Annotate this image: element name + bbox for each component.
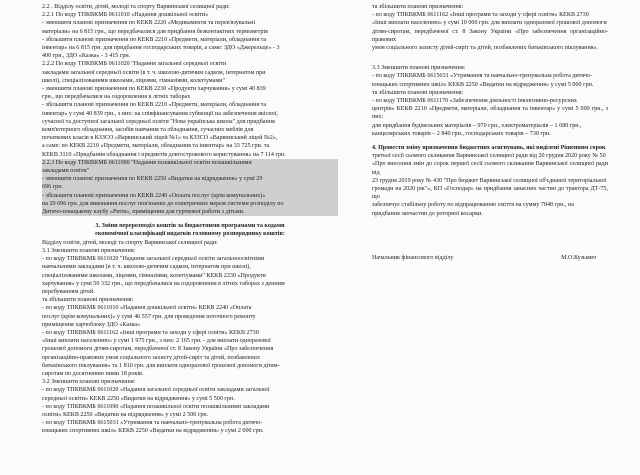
highlighted-block [42, 159, 338, 216]
text-line: - по коду ТПКВКМБ 0611010 «Надання дошкільної освіти» КЕКВ 2240 «Оплата [42, 305, 252, 312]
text-line: приміщення харчоблоку ЗДО «Казка» [42, 321, 141, 328]
spacer [372, 52, 608, 64]
text-line: та збільшити планові призначення: [372, 4, 464, 10]
text-line: 400 грн., ЗДО «Казка» - 3 415 грн. [42, 53, 131, 60]
text-line: «Інші виплати населенню» у сумі 1 975 грн., з них: 2 165 грн. - для виплати одноразової [42, 338, 271, 345]
text-line: - по коду ТПКВКМБ 0611162 «Інші програми та заходи у сфері освіти» КЕКВ 2730 [372, 12, 589, 19]
text-line: перебуванням дітей. [42, 288, 95, 295]
text-line: забезпечує стабільну роботу по відпрацюванню сміття на сумму 7848 грн., на [372, 202, 574, 209]
text-line: навчальними закладами (в т. ч. школою-дитячим садком, інтернатом при школі), [42, 264, 251, 271]
highlighted-line: закладами освіти" [42, 167, 338, 175]
text-line: - збільшити планові призначення по КЕКВ 2210 «Предмети, матеріали, обладнання та [42, 36, 267, 43]
text-line: умов соціального захисту дітей-сиріт та дітей, позбавлених батьківського піклування». [372, 45, 599, 52]
text-line: - по коду ТПКВКМБ 0615031 «Утримання та навчально-тренувальна робота дитячо- [42, 420, 263, 427]
text-line: для придбання будівельних матеріалів – 970 грн., електроматеріалів – 1 680 грн., [372, 122, 582, 129]
highlighted-line: - збільшити планові призначення по КЕКВ 2240 «Оплата послуг (крім комунальних)» [42, 192, 338, 200]
text-line: організаційно-правових умов соціального захисту дітей-сиріт та дітей, позбавлених [42, 354, 260, 361]
text-line: 3.2 Зменшити планові призначення: [42, 379, 136, 386]
text-line: громади на 2020 рік"», КП «Господар» на придбання запасних частин до трактора ДТ-75, що [372, 186, 608, 201]
text-line: матеріали» на 6 815 грн., що передбачалися для придбання безконтактних термометрів [42, 28, 268, 35]
highlighted-line: 696 грн. [42, 183, 338, 191]
text-line: 3.3 Зменшити планові призначення: [372, 65, 466, 72]
left-section-2-lines [42, 3, 338, 159]
text-line: та збільшити планові призначення: [372, 89, 464, 96]
text-line: комп'ютерного обладнання, засобів навчання та обладнання, сучасних меблів для [42, 127, 254, 134]
highlighted-line: Дитячо-юнацькому клубу «Ритм», приміщення для гурткової роботи з дітьми. [42, 208, 338, 216]
signature-title: Начальник фінансового відділу [372, 254, 454, 261]
left-column [42, 3, 338, 436]
signature-row [372, 254, 608, 262]
highlighted-line: 2.2.3 По коду ТПКВКМБ 0611090 "Надання позашкільної освіти позашкільними [42, 159, 338, 167]
text-line: батьківського піклування» та 1 810 грн. для виплати одноразової грошової допомоги дітям- [42, 362, 280, 369]
left-section-3-lines [42, 239, 338, 436]
text-line: 23 грудня 2019 року № 430 "Про бюджет Варвинської селищної об'єднаної територіальної [372, 177, 607, 184]
text-line: - по коду ТПКВКМБ 0611170 «Забезпечення діяльності інклюзивно-ресурсних [372, 98, 577, 105]
text-line: Відділу освіти, дітей, молоді та спорту Варвинської селищної ради: [42, 239, 218, 246]
spacer [372, 230, 608, 242]
text-line: - зменшити планові призначення по КЕКВ 2220 «Медикаменти та перев'язувальні [42, 20, 256, 27]
text-line: освіти» КЕКВ 2250 «Видатки на відрядження» у сумі 2 500 грн. [42, 411, 209, 418]
text-line: третьої сесії сьомого скликання Варвинської селищної ради від 20 грудня 2020 року № 50 [372, 153, 606, 160]
highlighted-line: на 29 696 грн. для виконання послуг пов'язаних до електричних мереж системи розподілу по [42, 200, 338, 208]
text-line: придбання запчастин до роторної косарки. [372, 210, 483, 217]
highlighted-line: - зменшити планові призначення по КЕКВ 2250 «Видатки на відрядження» у сумі 29 [42, 175, 338, 183]
text-line: середньої освіти» КЕКВ 2250 «Видатки на відрядження» у сумі 5 500 грн. [42, 395, 235, 402]
text-line: спеціалізованими школами, ліцеями, гімназіями, колегіумами" КЕКВ 2230 «Продукти [42, 272, 266, 279]
right-column [372, 3, 608, 262]
text-line: 3.1 Зменшити планові призначення: [42, 247, 136, 254]
text-line: - по коду ТПКВКМБ 0611020 «Надання загальної середньої освіти закладами загальної [42, 387, 270, 394]
text-line: грн., що передбачалися на оздоровлення в літніх таборах [42, 94, 191, 101]
text-line: 2.2.2 По коду ТПКВКМБ 0611020 "Надання загальної середньої освіти [42, 61, 227, 68]
text-line: інвентар» на 6 815 грн. для придбання господарських товарів, а саме: ЗДО «Джерельце» - 3 [42, 45, 280, 52]
text-line: а саме: по КЕКВ 2210 «Предмети, матеріали, обладнання та інвентар» на 33 725 грн. та [42, 143, 270, 150]
text-line: центрів» КЕКВ 2210 «Предмети, матеріали, обладнання та інвентар» у сумі 5 000 грн., з них: [372, 106, 608, 121]
text-line: 2.2 . Відділу освіти, дітей, молоді та спорту Варвинської селищної ради: [42, 4, 230, 10]
text-line: - збільшити планові призначення по КЕКВ 2210 «Предмети, матеріали, обладнання та [42, 102, 267, 109]
text-line: дітям-сиротам, передбаченої ст. 8 Закону України «Про забезпечення організаційно-правових [372, 28, 608, 43]
text-line: «Про внесення змін до сорок першої сесії сьомого скликання Варвинської селищної ради від [372, 161, 608, 176]
text-line: послуг (крім комунальних)» у сумі 46 557 грн. для проведення поточного ремонту [42, 313, 256, 320]
right-block-2 [372, 64, 608, 138]
spacer [372, 218, 608, 230]
spacer [372, 242, 608, 254]
text-line: сиротам по досягненню ними 18 років. [42, 370, 144, 377]
text-line: початкових класів в КЗЗСО «Варвинський ліцей №1» та КЗЗСО «Варвинський ліцей №2», [42, 135, 278, 142]
text-line: «Інші виплати населенню» у сумі 10 000 грн. для виплати одноразової грошової допомоги [372, 20, 607, 27]
text-line: грошової допомоги дітям-сиротам, передбаченої ст. 8 Закону України «Про забезпечення [42, 346, 274, 353]
text-line: юнацьких спортивних шкіл» КЕКВ 2250 «Видатки на відрядження» у сумі 5 000 грн. [372, 81, 594, 88]
text-line: інвентар» у сумі 40 839 грн., з них: на співфінансування субвенції на забезпечення якісної, [42, 110, 278, 117]
text-line: - по коду ТПКВКМБ 0615031 «Утримання та навчально-тренувальна робота дитячо- [372, 73, 593, 80]
text-line: - по коду ТПКВКМБ 0611020 "Надання загальної середньої освіти загальноосвітніми [42, 256, 265, 263]
text-line: 2.2.1 По коду ТПКВКМБ 0611010 «Надання дошкільної освіти» [42, 12, 209, 19]
text-line: - по коду ТПКВКМБ 0611090 «Надання позашкільної освіти позашкільними закладами [42, 403, 270, 410]
text-line: - по коду ТПКВКМБ 0611162 «Інші програми та заходи у сфері освіти» КЕКВ 2730 [42, 329, 259, 336]
text-line: юнацьких спортивних шкіл» КЕКВ 2250 «Видатки на відрядження» у сумі 2 000 грн. [42, 428, 264, 435]
right-block-1 [372, 3, 608, 52]
text-line: - зменшити планові призначення по КЕКВ 2230 «Продукти харчування» у сумі 40 839 [42, 86, 266, 93]
signature-name: М.О.Кузьмич [561, 254, 596, 261]
text-line: та збільшити планові призначення: [42, 297, 134, 304]
text-line: школі), спеціалізованими школами, ліцеями, гімназіями, колегіумами" [42, 77, 225, 84]
text-line: сучасної та доступної загальної середньої освіти "Нова українська школа" для придбання [42, 118, 275, 125]
text-line: КЕКВ 3110 «Придбання обладнання і предметів довгострокового користування» на 7 114 грн. [42, 151, 286, 158]
text-line: канцелярських товарів – 2 840 грн., господарських товарів – 730 грн. [372, 130, 551, 137]
right-block-3 [372, 144, 608, 218]
text-line: харчування» у сумі 50 332 грн., що передбачалися на оздоровлення в літніх таборах з денним [42, 280, 285, 287]
text-line: закладами загальної середньої освіти (в т. ч. школою-дитячим садком, інтернатом при [42, 69, 266, 76]
section-3-title: 3. Зміни перерозподіл коштів за бюджетними програмами та кодами [95, 223, 285, 230]
section-3-title-cont: економічної класифікації видатків головному розпоряднику коштів: [95, 231, 285, 238]
text-line: 4. Провести зміну призначення бюджетних асигнувань, які виділені Рішенням сорок [372, 145, 606, 152]
